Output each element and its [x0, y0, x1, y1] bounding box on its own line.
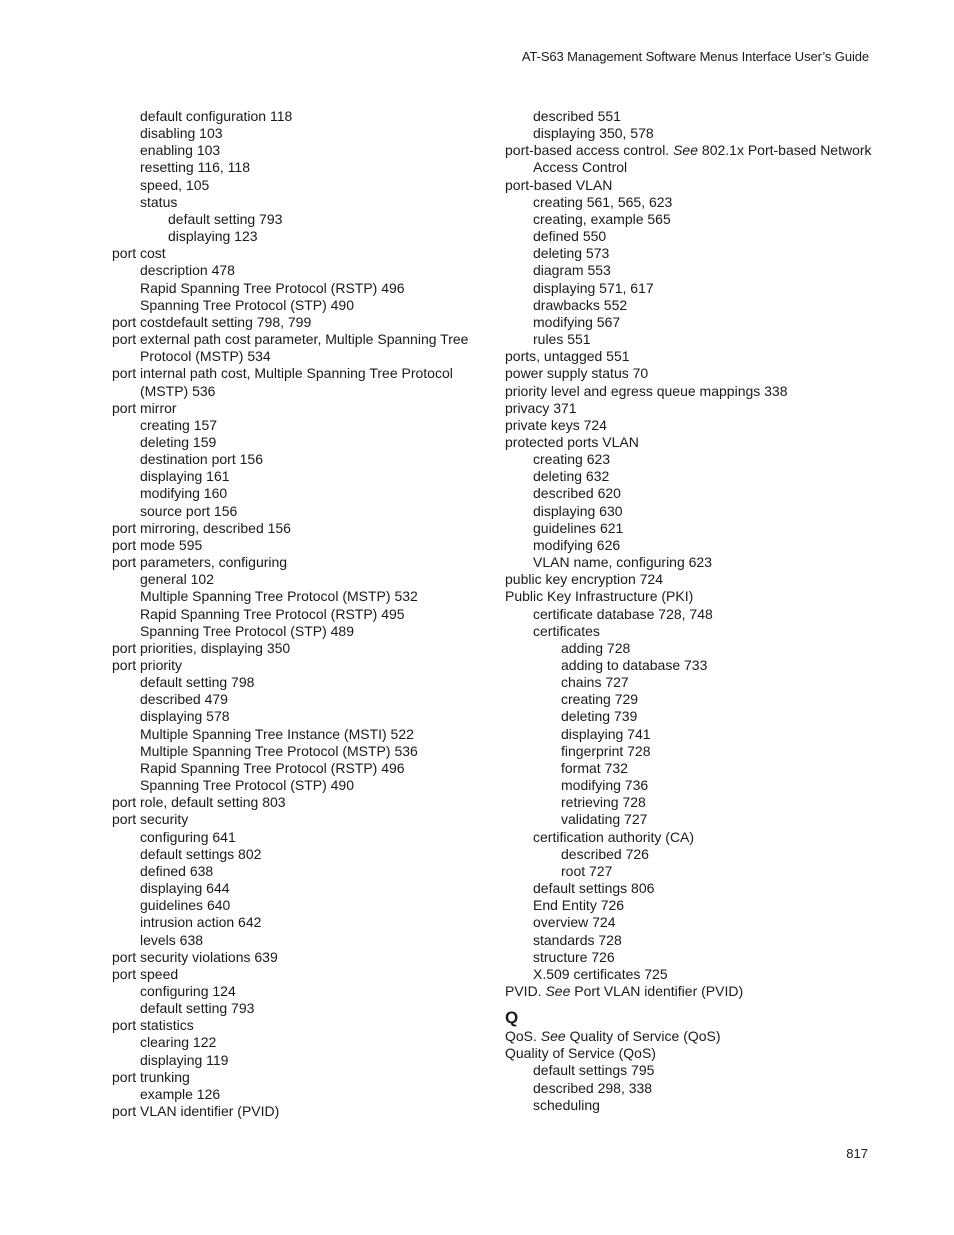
index-subentry: root 727	[561, 862, 613, 879]
index-subentry: resetting 116, 118	[140, 159, 251, 176]
index-subentry: displaying 578	[140, 708, 230, 725]
entry-term: QoS.	[505, 1028, 541, 1045]
index-subentry: Spanning Tree Protocol (STP) 490	[140, 777, 355, 794]
index-subentry: deleting 573	[533, 245, 610, 262]
index-subentry: Multiple Spanning Tree Protocol (MSTP) 532	[140, 588, 418, 605]
index-subentry: creating 623	[533, 451, 611, 468]
index-subentry: creating, example 565	[533, 210, 671, 227]
index-subentry: default settings 795	[533, 1062, 655, 1079]
index-entry: public key encryption 724	[505, 571, 663, 588]
index-entry: port cost	[112, 245, 166, 262]
index-entry: port parameters, configuring	[112, 554, 288, 571]
index-entry: port costdefault setting 798, 799	[112, 313, 312, 330]
entry-target: Quality of Service (QoS)	[565, 1028, 721, 1045]
entry-target: 802.1x Port-based Network	[698, 142, 872, 159]
index-subentry: clearing 122	[140, 1034, 217, 1051]
index-subentry: drawbacks 552	[533, 296, 628, 313]
index-entry: port security violations 639	[112, 948, 278, 965]
index-entry: Quality of Service (QoS)	[505, 1045, 656, 1062]
index-subentry: defined 638	[140, 862, 214, 879]
index-subentry: general 102	[140, 571, 214, 588]
index-subentry: certificate database 728, 748	[533, 605, 713, 622]
index-subentry: chains 727	[561, 674, 629, 691]
index-subentry: default settings 806	[533, 880, 655, 897]
index-entry: port statistics	[112, 1017, 194, 1034]
index-subentry: creating 729	[561, 691, 639, 708]
index-subentry: intrusion action 642	[140, 914, 262, 931]
index-entry: port trunking	[112, 1068, 190, 1085]
index-subentry: default configuration 118	[140, 108, 293, 124]
index-subentry: format 732	[561, 759, 628, 776]
index-column-left	[112, 108, 482, 1120]
index-entry: port mirroring, described 156	[112, 519, 291, 536]
index-entry	[505, 1028, 875, 1045]
index-entry: port priorities, displaying 350	[112, 639, 291, 656]
index-subentry: disabling 103	[140, 125, 223, 142]
index-subentry: configuring 641	[140, 828, 236, 845]
index-subentry: modifying 567	[533, 313, 621, 330]
index-subentry: End Entity 726	[533, 897, 625, 914]
index-entry: protected ports VLAN	[505, 433, 639, 450]
index-subentry: guidelines 640	[140, 897, 231, 914]
index-entry: port speed	[112, 965, 179, 982]
index-subentry: (MSTP) 536	[140, 382, 216, 399]
index-entry	[505, 983, 875, 1000]
see-reference: See	[673, 142, 699, 159]
index-subentry: described 479	[140, 691, 228, 708]
index-entry: port mirror	[112, 399, 177, 416]
index-section-letter: Q	[505, 1008, 519, 1028]
index-subentry: Rapid Spanning Tree Protocol (RSTP) 495	[140, 605, 405, 622]
page-number: 817	[846, 1146, 868, 1161]
index-subentry: source port 156	[140, 502, 238, 519]
see-reference: See	[540, 1028, 566, 1045]
index-subentry: modifying 736	[561, 777, 649, 794]
index-subentry: adding to database 733	[561, 657, 708, 673]
index-subentry: standards 728	[533, 931, 622, 948]
index-subentry: displaying 350, 578	[533, 125, 654, 142]
index-subentry: fingerprint 728	[561, 742, 651, 759]
index-subentry: rules 551	[533, 331, 591, 348]
see-reference: See	[545, 982, 571, 999]
index-subentry: deleting 632	[533, 468, 610, 485]
index-subentry: default setting 793	[168, 210, 283, 227]
entry-term: port-based access control.	[505, 142, 674, 159]
index-subentry: default setting 793	[140, 1000, 255, 1017]
index-subentry: levels 638	[140, 931, 204, 948]
index-subentry: Multiple Spanning Tree Instance (MSTI) 522	[140, 725, 414, 742]
index-subentry: Multiple Spanning Tree Protocol (MSTP) 536	[140, 742, 418, 759]
index-subentry: described 551	[533, 108, 621, 124]
index-subentry: guidelines 621	[533, 519, 624, 536]
index-subentry: X.509 certificates 725	[533, 965, 668, 982]
index-subentry: default settings 802	[140, 845, 262, 862]
index-subentry: diagram 553	[533, 262, 611, 279]
index-subentry: destination port 156	[140, 451, 263, 468]
index-subentry: deleting 739	[561, 708, 638, 725]
index-subentry: overview 724	[533, 914, 616, 931]
index-subentry: displaying 630	[533, 502, 623, 519]
index-entry: port-based VLAN	[505, 176, 613, 193]
index-subentry: Access Control	[533, 159, 628, 176]
index-subentry: description 478	[140, 262, 235, 279]
index-entry: priority level and egress queue mappings 338	[505, 382, 788, 399]
index-subentry: modifying 160	[140, 485, 228, 502]
index-entry: port priority	[112, 657, 183, 673]
index-subentry: certification authority (CA)	[533, 828, 695, 845]
index-subentry: displaying 161	[140, 468, 230, 485]
index-subentry: displaying 644	[140, 880, 230, 897]
index-entry: ports, untagged 551	[505, 348, 630, 365]
index-subentry: Protocol (MSTP) 534	[140, 348, 271, 365]
entry-target: Port VLAN identifier (PVID)	[570, 982, 744, 999]
running-header: AT-S63 Management Software Menus Interface User’s Guide	[521, 49, 869, 64]
index-subentry: creating 561, 565, 623	[533, 193, 673, 210]
index-subentry: retrieving 728	[561, 794, 646, 811]
index-entry: port external path cost parameter, Multiple Spanning Tree	[112, 331, 469, 348]
index-entry: port role, default setting 803	[112, 794, 286, 811]
index-entry: Public Key Infrastructure (PKI)	[505, 588, 694, 605]
index-subentry: Rapid Spanning Tree Protocol (RSTP) 496	[140, 759, 405, 776]
index-subentry: enabling 103	[140, 142, 221, 159]
index-subentry: scheduling	[533, 1096, 600, 1113]
index-entry: port VLAN identifier (PVID)	[112, 1103, 280, 1120]
index-subentry: structure 726	[533, 948, 615, 965]
index-subentry: defined 550	[533, 228, 607, 245]
index-subentry: deleting 159	[140, 433, 217, 450]
index-subentry: status	[140, 193, 178, 210]
index-subentry: displaying 741	[561, 725, 651, 742]
index-subentry: described 726	[561, 845, 649, 862]
index-subentry: displaying 119	[140, 1051, 229, 1068]
index-subentry: Rapid Spanning Tree Protocol (RSTP) 496	[140, 279, 405, 296]
index-entry: port internal path cost, Multiple Spanning Tree Protocol	[112, 365, 453, 382]
index-subentry: adding 728	[561, 639, 631, 656]
index-subentry: default setting 798	[140, 674, 255, 691]
index-subentry: Spanning Tree Protocol (STP) 490	[140, 296, 355, 313]
index-subentry: displaying 123	[168, 228, 258, 245]
index-entry: port mode 595	[112, 536, 203, 553]
index-subentry: VLAN name, configuring 623	[533, 554, 712, 571]
index-subentry: described 298, 338	[533, 1079, 653, 1096]
index-subentry: example 126	[140, 1085, 221, 1102]
index-subentry: speed, 105	[140, 176, 210, 193]
index-subentry: validating 727	[561, 811, 648, 828]
index-subentry: described 620	[533, 485, 621, 502]
index-subentry: modifying 626	[533, 536, 621, 553]
index-subentry: configuring 124	[140, 982, 236, 999]
index-subentry: Spanning Tree Protocol (STP) 489	[140, 622, 355, 639]
index-entry: port security	[112, 811, 189, 828]
index-entry: privacy 371	[505, 399, 577, 416]
index-column-right	[505, 108, 875, 1114]
index-subentry: displaying 571, 617	[533, 279, 654, 296]
index-subentry: certificates	[533, 622, 600, 639]
index-entry: private keys 724	[505, 416, 607, 433]
index-entry	[505, 142, 875, 159]
entry-term: PVID.	[505, 982, 546, 999]
index-subentry: creating 157	[140, 416, 218, 433]
index-entry: power supply status 70	[505, 365, 649, 382]
